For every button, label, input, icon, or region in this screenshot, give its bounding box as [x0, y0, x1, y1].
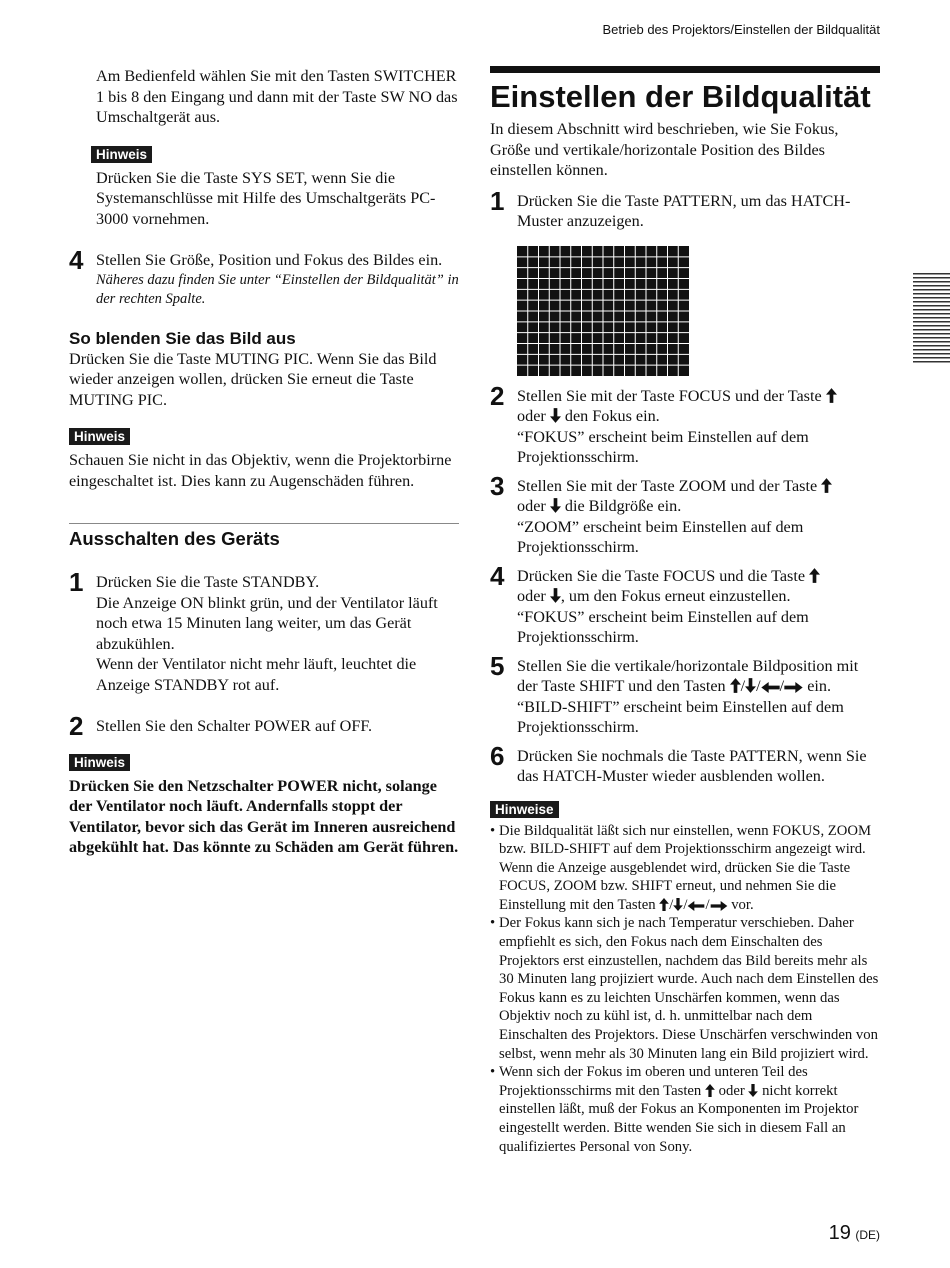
- section-heading-power-off: Ausschalten des Geräts: [69, 528, 280, 549]
- intro-paragraph: Am Bedienfeld wählen Sie mit den Tasten SWITCHER 1 bis 8 den Eingang und dann mit der Taste SW NO das Umschaltgerät aus.: [96, 67, 458, 126]
- note-bullet: • Der Fokus kann sich je nach Temperatur verschieben. Daher empfiehlt es sich, den Fokus nach dem Einschalten des Projektors erst einzustellen, nachdem das Bild bereits mehr als 30 Minuten lang projiziert wurde. Auch nach dem Einstellen des Fokus kann es zu leichten Unschärfen kommen, wenn das Objektiv noch zu kühl ist, d. h. unmittelbar nach dem Einschalten des Projektors. Diese Unschärfen verschwinden von selbst, wenn mehr als 30 Minuten lang ein Bild projiziert wird.: [490, 915, 879, 1062]
- step-number: 4: [69, 245, 84, 275]
- step-text: Stellen Sie mit der Taste ZOOM und der Taste oder die Bildgröße ein.: [517, 476, 880, 517]
- note-text: Drücken Sie die Taste SYS SET, wenn Sie die Systemanschlüsse mit Hilfe des Umschaltgeräts PC-3000 vornehmen.: [96, 168, 436, 228]
- section-intro: In diesem Abschnitt wird beschrieben, wie Sie Fokus, Größe und vertikale/horizontale Position des Bildes einstellen können.: [490, 120, 839, 179]
- arrow-up-icon: [809, 568, 820, 583]
- right-column: [490, 66, 880, 1156]
- notes-badge: Hinweise: [490, 801, 559, 818]
- hatch-pattern-image: [517, 246, 689, 376]
- arrow-right-icon: [784, 682, 803, 693]
- note-lens-warning: [69, 428, 459, 491]
- section-heading-hide-picture: So blenden Sie das Bild aus: [69, 328, 296, 348]
- arrow-down-icon: [748, 1084, 758, 1097]
- note-badge: Hinweis: [69, 754, 130, 771]
- note-bullet: • Die Bildqualität läßt sich nur einstellen, wenn FOKUS, ZOOM bzw. BILD-SHIFT auf dem Projektionsschirm angezeigt wird. Wenn die Anzeige ausgeblendet wird, drücken Sie die Taste FOCUS, ZOOM bzw. SHIFT erneut, und nehmen Sie die Einstellung mit den Tasten / / / vor.: [490, 822, 872, 913]
- arrow-up-icon: [821, 478, 832, 493]
- step-detail: “FOKUS” erscheint beim Einstellen auf dem Projektionsschirm.: [517, 427, 809, 466]
- step-number: 1: [69, 567, 84, 597]
- step-4-refocus: [490, 560, 880, 648]
- running-header: Betrieb des Projektors/Einstellen der Bildqualität: [602, 22, 880, 37]
- step-number: 4: [490, 560, 505, 591]
- arrow-down-icon: [673, 898, 683, 911]
- step-2-power-off: [69, 711, 459, 741]
- step-3-zoom: [490, 470, 880, 558]
- arrow-down-icon: [550, 498, 561, 513]
- note-bullet: • Wenn sich der Fokus im oberen und unteren Teil des Projektionsschirms mit den Tasten oder nicht korrekt einstellen läßt, muß der Fokus an Komponenten im Projektor eingestellt werden. Bitte wenden Sie sich in diesem Fall an qualifiziertes Personal von Sony.: [490, 1064, 859, 1155]
- arrow-down-icon: [550, 588, 561, 603]
- step-6-pattern-off: [490, 740, 880, 787]
- arrow-down-icon: [550, 408, 561, 423]
- step-number: 1: [490, 185, 505, 216]
- section-divider: [69, 523, 459, 524]
- step-detail: Wenn der Ventilator nicht mehr läuft, leuchtet die Anzeige STANDBY rot auf.: [96, 655, 417, 694]
- step-5-shift: [490, 650, 880, 738]
- step-text: Drücken Sie nochmals die Taste PATTERN, wenn Sie das HATCH-Muster wieder ausblenden wollen.: [517, 746, 867, 785]
- step-text: Stellen Sie die vertikale/horizontale Bildposition mit der Taste SHIFT und den Tasten / / / ein.: [517, 656, 859, 695]
- page-title: Einstellen der Bildqualität: [490, 79, 871, 114]
- note-power-switch: [69, 754, 459, 858]
- section-index-marks: [913, 273, 950, 365]
- step-2-focus: [490, 380, 880, 468]
- arrow-left-icon: [761, 682, 780, 693]
- step-text: Drücken Sie die Taste STANDBY.: [96, 573, 320, 591]
- left-column: [69, 66, 459, 858]
- note-sys-set: [69, 146, 459, 230]
- note-text: Schauen Sie nicht in das Objektiv, wenn die Projektorbirne eingeschaltet ist. Dies kann zu Augenschäden führen.: [69, 451, 452, 490]
- arrow-down-icon: [745, 678, 756, 693]
- notes-block: [490, 801, 880, 1157]
- step-text: Stellen Sie Größe, Position und Fokus des Bildes ein.: [96, 251, 443, 269]
- note-badge: Hinweis: [91, 146, 152, 163]
- note-text: Drücken Sie den Netzschalter POWER nicht, solange der Ventilator noch läuft. Andernfalls stoppt der Ventilator, bevor sich das Gerät im Inneren ausreichend abgekühlt hat. Das könnte zu Schäden am Gerät führen.: [69, 776, 459, 856]
- page-number: 19 (DE): [828, 1222, 880, 1244]
- step-number: 2: [490, 380, 505, 411]
- step-number: 3: [490, 470, 505, 501]
- note-badge: Hinweis: [69, 428, 130, 445]
- step-detail: “ZOOM” erscheint beim Einstellen auf dem Projektionsschirm.: [517, 517, 804, 556]
- step-text: Stellen Sie den Schalter POWER auf OFF.: [96, 717, 373, 735]
- step-4-left: [69, 245, 459, 309]
- step-text: Drücken Sie die Taste PATTERN, um das HATCH-Muster anzuzeigen.: [517, 191, 851, 230]
- arrow-up-icon: [705, 1084, 715, 1097]
- arrow-up-icon: [659, 898, 669, 911]
- step-1-pattern: [490, 185, 880, 376]
- step-number: 5: [490, 650, 505, 681]
- arrow-right-icon: [710, 901, 728, 911]
- step-detail: “FOKUS” erscheint beim Einstellen auf dem Projektionsschirm.: [517, 607, 809, 646]
- step-1-power-off: [69, 567, 459, 695]
- arrow-up-icon: [730, 678, 741, 693]
- step-text: Stellen Sie mit der Taste FOCUS und der Taste oder den Fokus ein.: [517, 386, 880, 427]
- hide-picture-text: Drücken Sie die Taste MUTING PIC. Wenn Sie das Bild wieder anzeigen wollen, drücken Sie erneut die Taste MUTING PIC.: [69, 349, 437, 409]
- step-text: Drücken Sie die Taste FOCUS und die Taste oder , um den Fokus erneut einzustellen.: [517, 566, 880, 607]
- arrow-up-icon: [826, 388, 837, 403]
- arrow-left-icon: [687, 901, 705, 911]
- step-number: 2: [69, 711, 84, 741]
- title-bar: [490, 66, 880, 73]
- step-detail: “BILD-SHIFT” erscheint beim Einstellen auf dem Projektionsschirm.: [517, 697, 844, 736]
- step-number: 6: [490, 740, 505, 771]
- step-reference: Näheres dazu finden Sie unter “Einstellen der Bildqualität” in der rechten Spalte.: [96, 271, 459, 307]
- step-detail: Die Anzeige ON blinkt grün, und der Ventilator läuft noch etwa 15 Minuten lang weiter, um das Gerät abzukühlen.: [96, 593, 438, 653]
